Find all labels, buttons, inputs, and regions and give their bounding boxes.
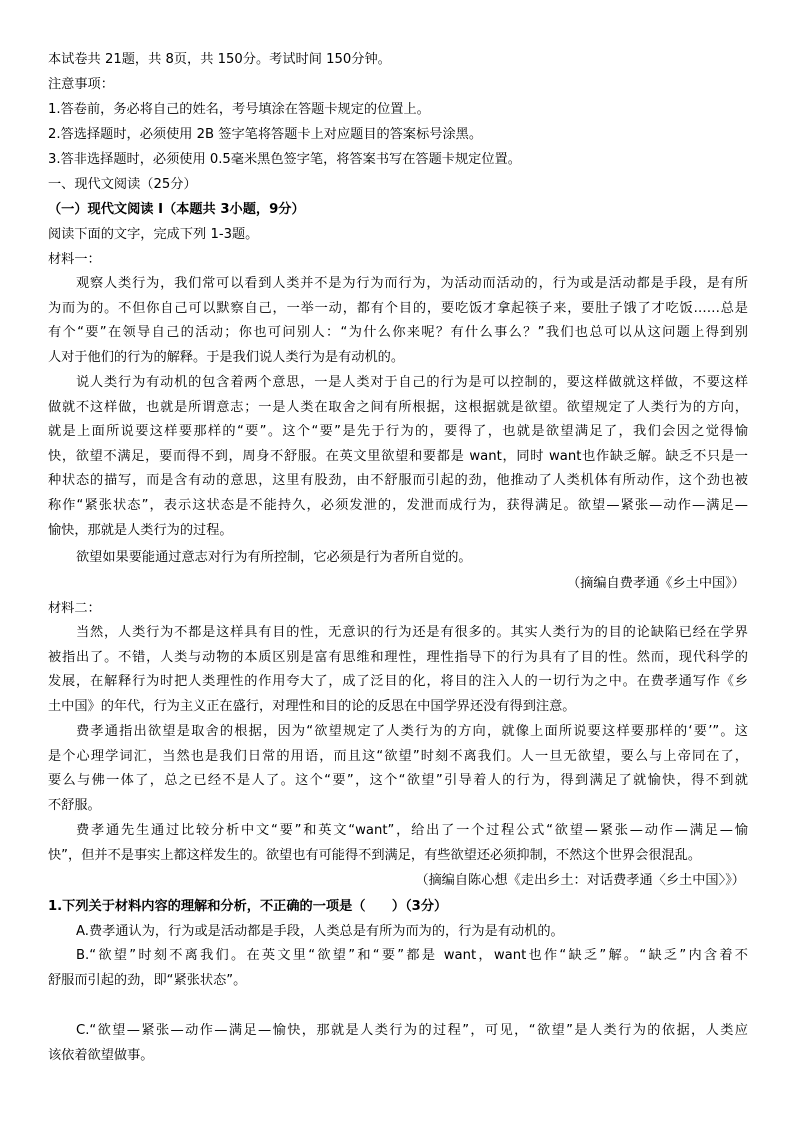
text-line: 称作“紧张状态”，表示这状态是不能持久，必须发泄的，发泄而成行为，获得满足。欲望—紧张—动作—满足— <box>48 497 748 513</box>
text-line: 为而为的。不但你自己可以默察自己，一举一动，都有个目的，要吃饭才拿起筷子来，要肚子饿了才吃饭……总是 <box>48 300 748 316</box>
notice-title: 注意事项： <box>48 77 114 92</box>
text-line: C.“欲望—紧张—动作—满足—愉快，那就是人类行为的过程”，可见，“欲望”是人类行为的依据，人类应 <box>76 1023 748 1038</box>
material-2-label: 材料二： <box>48 601 101 616</box>
exam-intro: 本试卷共 21题，共 8页，共 150分。考试时间 150分钟。 <box>48 52 391 67</box>
material-2-source: （摘编自陈心想《走出乡土：对话费孝通〈乡土中国〉》） <box>415 873 745 888</box>
section-title: 一、现代文阅读（25分） <box>48 177 197 192</box>
question-1-option-c <box>48 1019 748 1068</box>
text-line: 当然，人类行为不都是这样具有目的性，无意识的行为还是有很多的。其实人类行为的目的论缺陷已经在学界 <box>76 625 748 640</box>
text-line: 说人类行为有动机的包含着两个意思，一是人类对于自己的行为是可以控制的，要这样做就这样做，不要这样 <box>76 375 748 390</box>
text-line: 就是上面所说要这样要那样的“要”。这个“要”是先于行为的，要得了，也就是欲望满足了，我们会因之觉得愉 <box>48 424 748 440</box>
material-2-paragraph-2 <box>48 720 748 818</box>
text-line: 观察人类行为，我们常可以看到人类并不是为行为而行为，为活动而活动的，行为或是活动都是手段，是有所 <box>76 276 748 291</box>
text-line: 要么与佛一体了，总之已经不是人了。这个“要”，这个“欲望”引导着人的行为，得到满足了就愉快，得不到就 <box>48 773 748 789</box>
text-line: 费孝通先生通过比较分析中文“要”和英文“want”，给出了一个过程公式“欲望—紧张—动作—满足—愉 <box>76 823 748 838</box>
material-2-paragraph-1 <box>48 621 748 719</box>
text-line: 有个“要”在领导自己的活动；你也可问别人：“为什么你来呢？有什么事么？”我们也总可以从这问题上得到别 <box>48 325 748 341</box>
question-1-option-b <box>48 944 748 993</box>
text-line: 做就不这样做，也就是所谓意志；一是人类在取舍之间有所根据，这根据就是欲望。欲望规定了人类行为的方向， <box>48 399 748 415</box>
question-1-stem: 1.下列关于材料内容的理解和分析，不正确的一项是（ ）（3分） <box>48 899 448 914</box>
text-line: 舒服而引起的劲，即“紧张状态”。 <box>48 972 247 988</box>
question-1-option-a: A.费孝通认为，行为或是活动都是手段，人类总是有所为而为的，行为是有动机的。 <box>76 924 564 939</box>
notice-item-1: 1.答卷前，务必将自己的姓名，考号填涂在答题卡规定的位置上。 <box>48 102 430 117</box>
text-line: B.“欲望”时刻不离我们。在英文里“欲望”和“要”都是 want，want也作“缺乏”解。“缺乏”内含着不 <box>76 948 748 963</box>
material-2-paragraph-3 <box>48 819 748 868</box>
text-line: 快”，但并不是事实上都这样发生的。欲望也有可能得不到满足，有些欲望还必须抑制，不然这个世界会很混乱。 <box>48 847 702 863</box>
text-line: 发展，在解释行为时把人类理性的作用夸大了，成了泛目的化，将目的注入人的一切行为之中。在费孝通写作《乡 <box>48 674 748 690</box>
material-1-paragraph-1 <box>48 272 748 370</box>
material-1-paragraph-3: 欲望如果要能通过意志对行为有所控制，它必须是行为者所自觉的。 <box>76 550 472 565</box>
text-line: 费孝通指出欲望是取舍的根据，因为“欲望规定了人类行为的方向，就像上面所说要这样要那样的‘要’”。这 <box>76 724 748 739</box>
text-line: 快，欲望不满足，要而得不到，周身不舒服。在英文里欲望和要都是 want，同时 want也作缺乏解。缺乏不只是一 <box>48 448 748 464</box>
reading-instruction: 阅读下面的文字，完成下列 1-3题。 <box>48 227 259 242</box>
text-line: 种状态的描写，而是含有动的意思，这里有股劲，由不舒服而引起的劲，他推动了人类机体有所动作，这个劲也被 <box>48 473 748 489</box>
text-line: 不舒服。 <box>48 797 101 813</box>
material-1-label: 材料一： <box>48 252 101 267</box>
notice-item-2: 2.答选择题时，必须使用 2B 签字笔将答题卡上对应题目的答案标号涂黑。 <box>48 127 483 142</box>
section-subtitle: （一）现代文阅读 I（本题共 3小题，9分） <box>48 202 305 217</box>
text-line: 该依着欲望做事。 <box>48 1047 154 1063</box>
text-line: 土中国》的年代，行为主义正在盛行，对理性和目的论的反思在中国学界还没有得到注意。 <box>48 698 576 714</box>
text-line: 被指出了。不错，人类与动物的本质区别是富有思维和理性，理性指导下的行为具有了目的性。然而，现代科学的 <box>48 649 748 665</box>
text-line: 愉快，那就是人类行为的过程。 <box>48 522 233 538</box>
material-1-paragraph-2 <box>48 371 748 543</box>
notice-item-3: 3.答非选择题时，必须使用 0.5毫米黑色签字笔，将答案书写在答题卡规定位置。 <box>48 152 521 167</box>
text-line: 是个心理学词汇，当然也是我们日常的用语，而且这“欲望”时刻不离我们。人一旦无欲望，要么与上帝同在了， <box>48 748 748 764</box>
text-line: 人对于他们的行为的解释。于是我们说人类行为是有动机的。 <box>48 349 405 365</box>
material-1-source: （摘编自费孝通《乡土中国》） <box>566 576 745 591</box>
